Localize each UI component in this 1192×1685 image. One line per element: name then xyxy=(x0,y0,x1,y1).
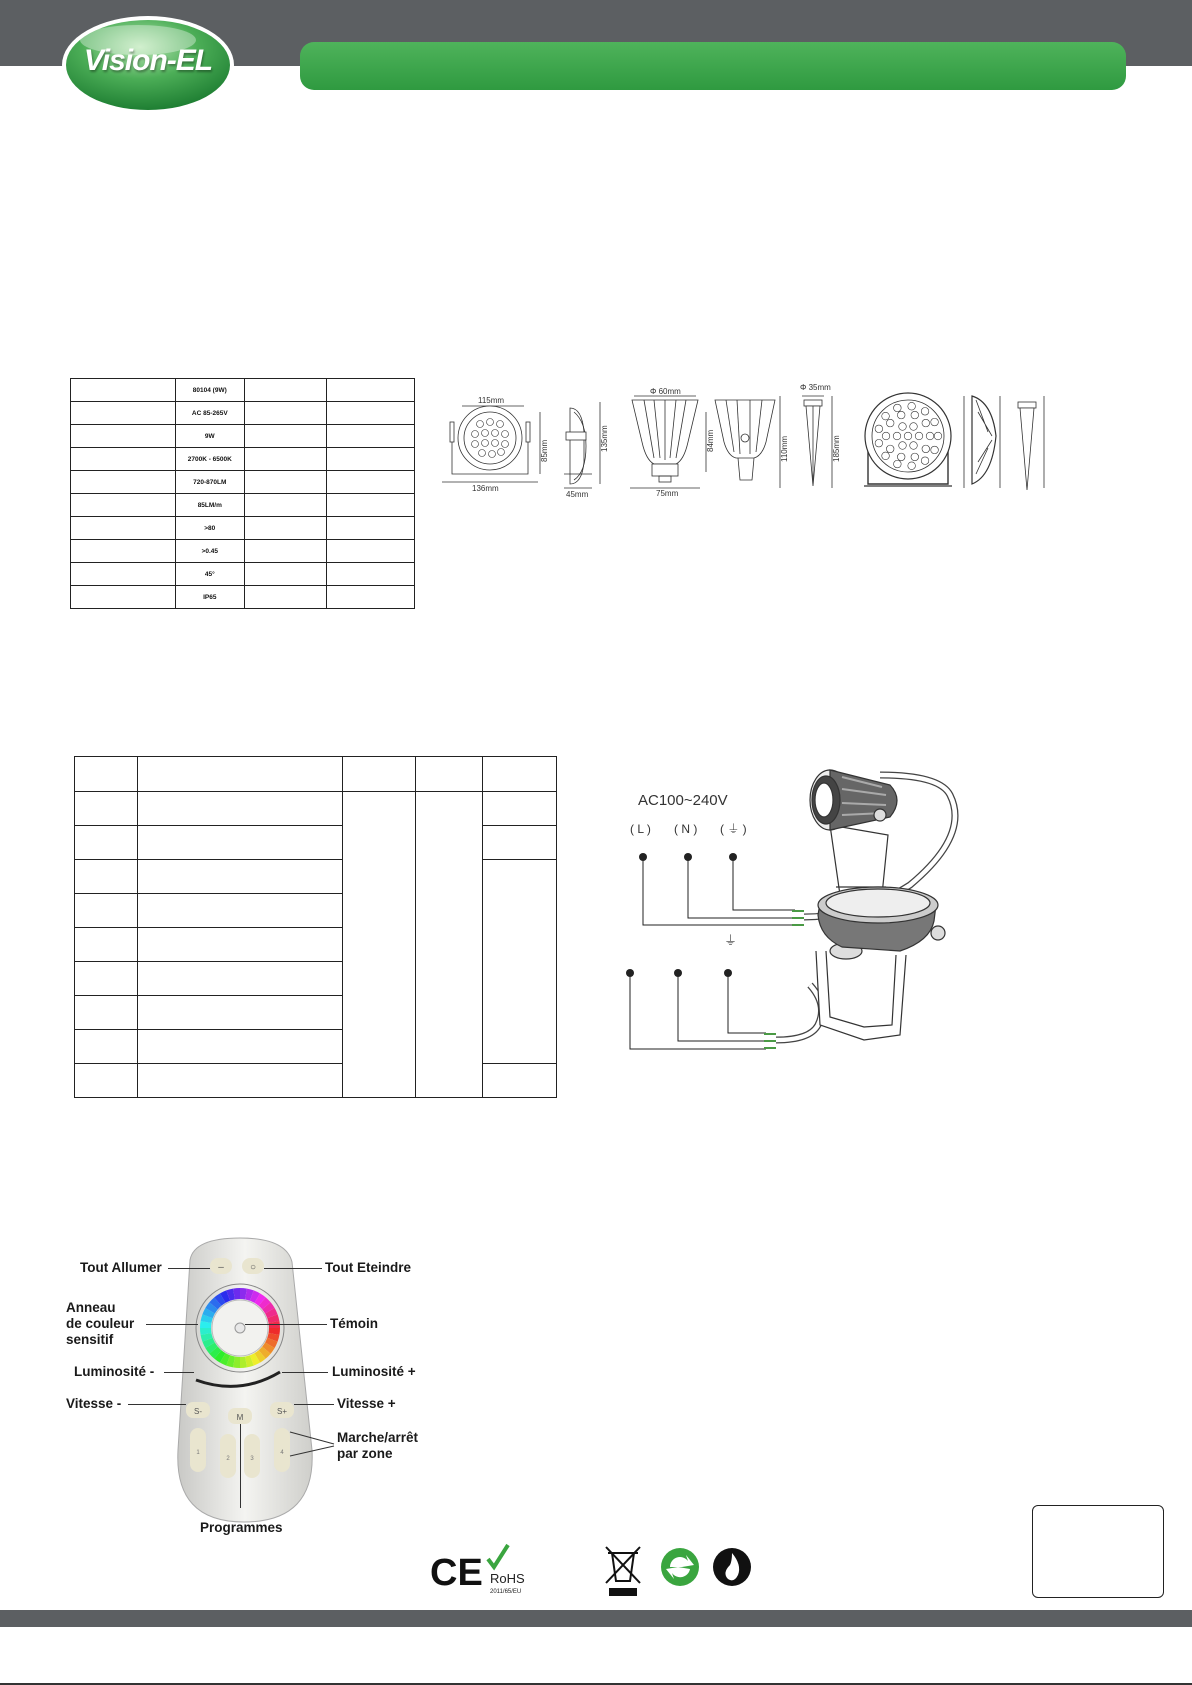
label-speed-down: Vitesse - xyxy=(66,1396,122,1411)
large-front-drawing xyxy=(864,393,952,486)
spec-row xyxy=(71,448,415,471)
zone-table xyxy=(74,756,557,1098)
remote-illustration xyxy=(60,1230,440,1540)
svg-text:○: ○ xyxy=(249,1262,257,1273)
leader-line xyxy=(264,1268,322,1269)
rear-spike-drawing xyxy=(715,396,789,488)
label-zone-1: Marche/arrêt xyxy=(337,1430,419,1445)
large-side-drawing xyxy=(964,396,1044,490)
dim-base-width: 136mm xyxy=(472,484,499,493)
spec-cell: IP65 xyxy=(176,586,245,609)
svg-text:1: 1 xyxy=(196,1450,200,1456)
spec-cell: 720-870LM xyxy=(176,471,245,494)
svg-text:M: M xyxy=(236,1413,244,1422)
spec-cell: 9W xyxy=(176,425,245,448)
remote-control-diagram xyxy=(60,1230,440,1540)
leader-line xyxy=(128,1404,186,1405)
title-bar xyxy=(300,42,1126,90)
brand-logo xyxy=(60,14,236,116)
spec-cell: 80104 (9W) xyxy=(176,379,245,402)
svg-text:S-: S- xyxy=(194,1407,202,1416)
leader-line xyxy=(294,1404,334,1405)
certification-logos xyxy=(430,1543,760,1603)
spec-cell xyxy=(71,586,176,609)
svg-text:2: 2 xyxy=(226,1456,230,1462)
label-ring-2: de couleur xyxy=(66,1316,135,1331)
spec-cell xyxy=(326,540,414,563)
leader-line xyxy=(168,1268,210,1269)
spec-cell xyxy=(71,540,176,563)
spec-cell xyxy=(326,448,414,471)
leader-line xyxy=(164,1372,194,1373)
spec-cell: AC 85-265V xyxy=(176,402,245,425)
dim-rear-base: 75mm xyxy=(656,489,679,498)
label-indicator: Témoin xyxy=(330,1316,379,1331)
dim-rear-height: 84mm xyxy=(706,429,715,452)
label-programs: Programmes xyxy=(200,1520,283,1535)
spec-cell xyxy=(71,448,176,471)
indicator-light xyxy=(235,1323,245,1333)
svg-text:–: – xyxy=(218,1262,224,1273)
svg-text:3: 3 xyxy=(250,1456,254,1462)
spec-cell xyxy=(71,402,176,425)
spec-cell xyxy=(244,517,326,540)
spike-drawing xyxy=(800,383,841,488)
spec-cell xyxy=(244,540,326,563)
spec-cell xyxy=(326,425,414,448)
label-brightness-up: Luminosité + xyxy=(332,1364,416,1379)
leader-line xyxy=(245,1324,327,1325)
wiring-diagram xyxy=(620,755,990,1115)
label-ring-3: sensitif xyxy=(66,1332,114,1347)
label-brightness-down: Luminosité - xyxy=(74,1364,155,1379)
dim-front-height: 85mm xyxy=(540,439,549,462)
spec-cell xyxy=(71,517,176,540)
flammable-surface-icon xyxy=(713,1548,751,1586)
spec-row xyxy=(71,540,415,563)
spec-cell xyxy=(326,379,414,402)
spec-cell xyxy=(326,494,414,517)
dim-spike-length: 185mm xyxy=(832,435,841,462)
weee-bin-icon xyxy=(606,1547,640,1595)
spec-cell xyxy=(244,471,326,494)
spec-row xyxy=(71,494,415,517)
spec-cell xyxy=(244,402,326,425)
spec-cell xyxy=(244,586,326,609)
dim-spike-top: Φ 35mm xyxy=(800,383,831,392)
spec-cell xyxy=(326,563,414,586)
spec-cell xyxy=(326,517,414,540)
spec-cell xyxy=(244,563,326,586)
spec-row xyxy=(71,402,415,425)
spec-table xyxy=(70,378,415,609)
leader-line xyxy=(146,1324,198,1325)
footer-band xyxy=(0,1610,1192,1627)
spec-row xyxy=(71,563,415,586)
floodlight-drawing xyxy=(816,887,945,1040)
rohs-mark: RoHS xyxy=(490,1571,525,1586)
spec-cell xyxy=(244,425,326,448)
supply-voltage: AC100~240V xyxy=(638,792,728,809)
spec-cell xyxy=(326,471,414,494)
dim-side-depth: 45mm xyxy=(566,490,589,499)
label-speed-up: Vitesse + xyxy=(337,1396,396,1411)
spec-cell xyxy=(244,494,326,517)
label-zone-2: par zone xyxy=(337,1446,393,1461)
dim-rear-diameter: Φ 60mm xyxy=(650,387,681,396)
spec-row xyxy=(71,517,415,540)
dim-total-height: 110mm xyxy=(780,435,789,462)
label-all-on: Tout Allumer xyxy=(80,1260,162,1275)
spec-cell: >80 xyxy=(176,517,245,540)
spec-cell xyxy=(326,402,414,425)
dim-side-height: 135mm xyxy=(600,425,609,452)
spec-cell: 85LM/m xyxy=(176,494,245,517)
spec-cell xyxy=(244,448,326,471)
leader-line xyxy=(240,1424,241,1508)
spec-cell xyxy=(71,425,176,448)
spec-cell xyxy=(326,586,414,609)
rear-view-drawing xyxy=(630,387,715,498)
spec-cell: 45° xyxy=(176,563,245,586)
earth-label: ( ⏚ ) xyxy=(720,822,747,836)
label-ring-1: Anneau xyxy=(66,1300,116,1315)
neutral-label: ( N ) xyxy=(674,822,698,836)
svg-text:S+: S+ xyxy=(276,1407,288,1416)
spec-cell: 2700K - 6500K xyxy=(176,448,245,471)
brand-name: Vision-EL xyxy=(83,44,213,77)
stamp-box xyxy=(1032,1505,1164,1598)
zone-leader-lines xyxy=(288,1426,338,1466)
spec-cell xyxy=(71,471,176,494)
svg-text:4: 4 xyxy=(280,1450,284,1456)
dimension-drawings xyxy=(440,383,1080,532)
spec-cell xyxy=(71,379,176,402)
front-view-drawing xyxy=(442,396,549,493)
live-label: ( L ) xyxy=(630,822,651,836)
spec-cell xyxy=(71,494,176,517)
spec-cell xyxy=(71,563,176,586)
rohs-note: 2011/65/EU xyxy=(490,1589,522,1595)
spec-row xyxy=(71,425,415,448)
label-all-off: Tout Eteindre xyxy=(325,1260,411,1275)
spec-row xyxy=(71,379,415,402)
side-view-drawing xyxy=(564,402,609,499)
earth-symbol: ⏚ xyxy=(724,933,738,948)
spotlight-drawing xyxy=(810,770,897,895)
spec-cell: >0.45 xyxy=(176,540,245,563)
spec-row xyxy=(71,471,415,494)
leader-line xyxy=(282,1372,328,1373)
recycling-icon xyxy=(661,1548,699,1586)
spec-cell xyxy=(244,379,326,402)
dim-front-width: 115mm xyxy=(478,396,505,405)
rohs-check-icon xyxy=(488,1545,508,1567)
ce-mark: CE xyxy=(430,1552,483,1594)
spec-row xyxy=(71,586,415,609)
